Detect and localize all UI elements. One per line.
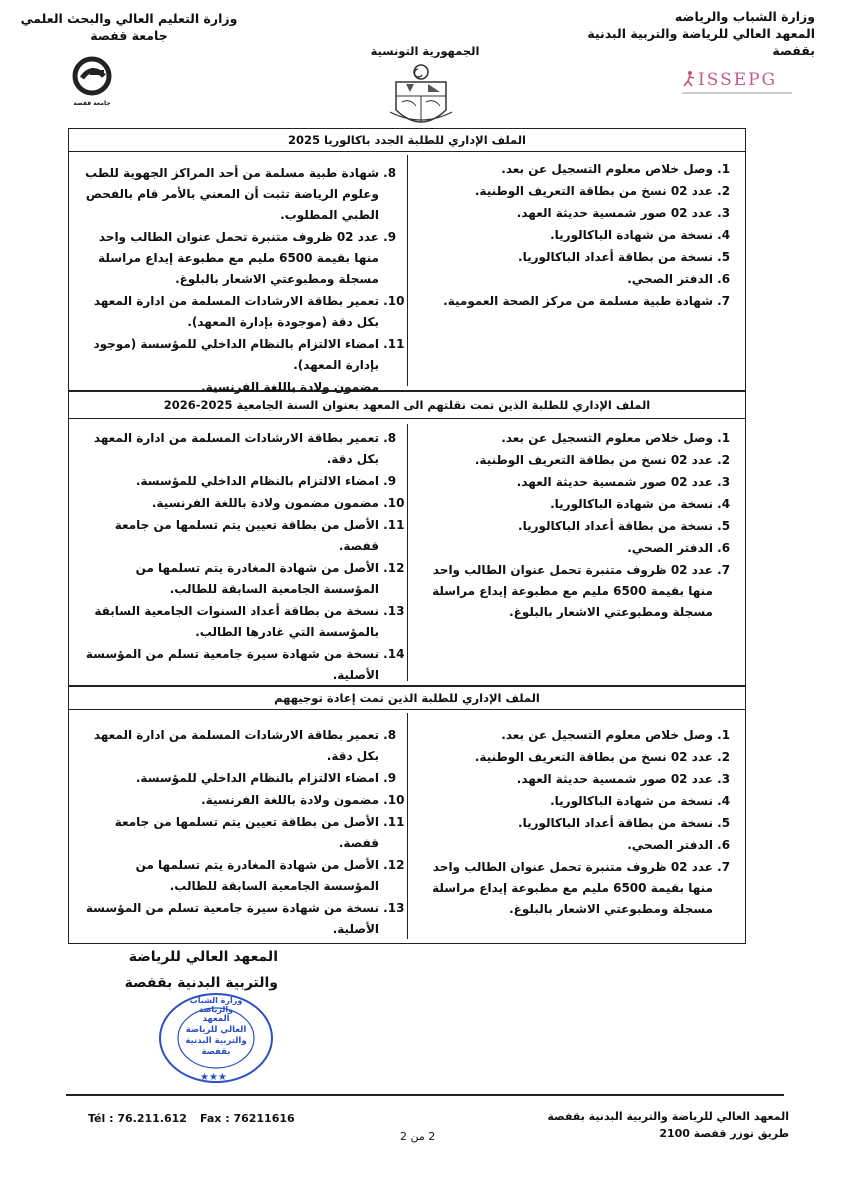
list-item: 6. الدفتر الصحي.	[417, 835, 713, 856]
list-item: 9. امضاء الالتزام بالنظام الداخلي للمؤسسة.	[83, 471, 379, 492]
list-item: 4. نسخة من شهادة الباكالوريا.	[417, 791, 713, 812]
page-number: 2 من 2	[400, 1130, 436, 1143]
section-title: الملف الإداري للطلبة الذين تمت نقلتهم الى المعهد بعنوان السنة الجامعية 2025-2026	[69, 392, 745, 419]
header-line: المعهد العالي للرياضة والتربية البدنية	[587, 26, 815, 41]
list-item: 9. امضاء الالتزام بالنظام الداخلي للمؤسسة.	[83, 768, 379, 789]
list-item: 6. الدفتر الصحي.	[417, 538, 713, 559]
runner-icon	[680, 70, 698, 88]
stamp-ring-text: وزارة الشباب والرياضة	[189, 996, 243, 1014]
section-title: الملف الإداري للطلبة الجدد باكالوريا 2025	[69, 129, 745, 152]
right-column	[417, 428, 737, 624]
section-transferred-students	[68, 391, 746, 686]
list-item: 12. الأصل من شهادة المغادرة يتم تسلمها من المؤسسة الجامعية السابقة للطالب.	[83, 855, 379, 897]
left-column	[83, 163, 403, 399]
signature-line: والتربية البدنية بقفصة	[124, 975, 278, 991]
list-item: 10. تعمير بطاقة الارشادات المسلمة من ادارة المعهد بكل دقة (موجودة بإدارة المعهد).	[83, 291, 379, 333]
svg-text:★★★: ★★★	[200, 1072, 227, 1083]
list-item: 12. الأصل من شهادة المغادرة يتم تسلمها من المؤسسة الجامعية السابقة للطالب.	[83, 558, 379, 600]
stamp-line: المعهد	[202, 1014, 230, 1024]
footer-fax: Fax : 76211616	[200, 1112, 295, 1125]
list-item: 5. نسخة من بطاقة أعداد الباكالوريا.	[417, 247, 713, 268]
list-item: 7. عدد 02 ظروف متنبرة تحمل عنوان الطالب واحد منها بقيمة 6500 مليم مع مطبوعة إيداع مراسلة مسجلة ومطبوعتي الاشعار بالبلوغ.	[417, 857, 713, 920]
logo-subline	[682, 92, 792, 94]
ministry-header-right	[555, 8, 815, 59]
list-item: 3. عدد 02 صور شمسية حديثة العهد.	[417, 203, 713, 224]
list-item: 1. وصل خلاص معلوم التسجيل عن بعد.	[417, 428, 713, 449]
list-item: 13. نسخة من بطاقة أعداد السنوات الجامعية السابقة بالمؤسسة التي غادرها الطالب.	[83, 601, 379, 643]
list-item: 7. عدد 02 ظروف متنبرة تحمل عنوان الطالب واحد منها بقيمة 6500 مليم مع مطبوعة إيداع مراسلة مسجلة ومطبوعتي الاشعار بالبلوغ.	[417, 560, 713, 623]
university-logo	[64, 56, 120, 106]
list-item: 5. نسخة من بطاقة أعداد الباكالوريا.	[417, 516, 713, 537]
list-item: 1. وصل خلاص معلوم التسجيل عن بعد.	[417, 725, 713, 746]
list-item: 3. عدد 02 صور شمسية حديثة العهد.	[417, 472, 713, 493]
list-item: 4. نسخة من شهادة الباكالوريا.	[417, 494, 713, 515]
column-divider	[407, 155, 408, 386]
list-item: 8. شهادة طبية مسلمة من أحد المراكز الجهوية للطب وعلوم الرياضة تثبت أن المعني بالأمر قام بالفحص الطبي المطلوب.	[83, 163, 379, 226]
header-line: بقفصة	[772, 43, 815, 58]
signature-line: المعهد العالي للرياضة	[128, 949, 278, 965]
official-stamp	[156, 990, 276, 1086]
list-item: 2. عدد 02 نسخ من بطاقة التعريف الوطنية.	[417, 181, 713, 202]
list-item: 11. الأصل من بطاقة تعيين يتم تسلمها من جامعة قفصة.	[83, 515, 379, 557]
list-item: 3. عدد 02 صور شمسية حديثة العهد.	[417, 769, 713, 790]
stamp-line: بقفصة	[201, 1047, 231, 1057]
list-item: 6. الدفتر الصحي.	[417, 269, 713, 290]
footer-tel: Tél : 76.211.612	[88, 1112, 187, 1125]
footer-divider	[66, 1094, 784, 1096]
header-line: وزارة الشباب والرياضه	[674, 9, 815, 24]
column-divider	[407, 424, 408, 681]
republic-title: الجمهورية التونسية	[370, 44, 480, 58]
address-line: طريق توزر قفصة 2100	[659, 1127, 789, 1140]
stamp-line: العالي للرياضة	[185, 1025, 247, 1035]
list-item: 4. نسخة من شهادة الباكالوريا.	[417, 225, 713, 246]
list-item: 11. الأصل من بطاقة تعيين يتم تسلمها من جامعة قفصة.	[83, 812, 379, 854]
institute-logo	[680, 70, 800, 100]
ministry-header-left	[14, 10, 244, 44]
list-item: 8. تعمير بطاقة الارشادات المسلمة من ادارة المعهد بكل دقة.	[83, 725, 379, 767]
list-item: 1. وصل خلاص معلوم التسجيل عن بعد.	[417, 159, 713, 180]
section-reoriented-students	[68, 686, 746, 944]
stamp-line: والتربية البدنية	[185, 1036, 247, 1046]
left-column	[83, 725, 403, 941]
list-item: 10. مضمون ولادة باللغة الفرنسية.	[83, 790, 379, 811]
list-item: مضمون ولادة باللغة الفرنسية.	[201, 380, 379, 394]
list-item: 2. عدد 02 نسخ من بطاقة التعريف الوطنية.	[417, 450, 713, 471]
footer-address	[529, 1108, 789, 1142]
stamp-center	[182, 1014, 250, 1058]
list-item: 10. مضمون مضمون ولادة باللغة الفرنسية.	[83, 493, 379, 514]
list-item: 13. نسخة من شهادة سيرة جامعية تسلم من المؤسسة الأصلية.	[83, 898, 379, 940]
list-item: 5. نسخة من بطاقة أعداد الباكالوريا.	[417, 813, 713, 834]
list-item: 7. شهادة طبية مسلمة من مركز الصحة العمومية.	[417, 291, 713, 312]
left-column	[83, 428, 403, 687]
university-logo-icon	[64, 56, 120, 96]
header-line: جامعة قفصة	[90, 28, 168, 43]
institute-logo-text: ISSEPG	[698, 70, 778, 90]
right-column	[417, 725, 737, 921]
list-item: 2. عدد 02 نسخ من بطاقة التعريف الوطنية.	[417, 747, 713, 768]
university-logo-text: جامعة قفصة	[73, 100, 111, 107]
list-item: 11. امضاء الالتزام بالنظام الداخلي للمؤسسة (موجود بإدارة المعهد).	[83, 334, 379, 376]
header-line: وزارة التعليم العالي والبحث العلمي	[20, 11, 238, 26]
section-title: الملف الإداري للطلبة الذين تمت إعادة توجيههم	[69, 687, 745, 710]
list-item: 8. تعمير بطاقة الارشادات المسلمة من ادارة المعهد بكل دقة.	[83, 428, 379, 470]
address-line: المعهد العالي للرياضة والتربية البدنية بقفصة	[547, 1110, 789, 1123]
coat-of-arms	[388, 62, 454, 134]
column-divider	[407, 713, 408, 939]
right-column	[417, 159, 737, 313]
coat-of-arms-icon	[388, 62, 454, 134]
list-item: 14. نسخة من شهادة سيرة جامعية تسلم من المؤسسة الأصلية.	[83, 644, 379, 686]
section-new-students	[68, 128, 746, 394]
signature-block	[118, 944, 278, 996]
list-item: 9. عدد 02 ظروف متنبرة تحمل عنوان الطالب واحد منها بقيمة 6500 مليم مع مطبوعة إيداع مراسلة مسجلة ومطبوعتي الاشعار بالبلوغ.	[83, 227, 379, 290]
